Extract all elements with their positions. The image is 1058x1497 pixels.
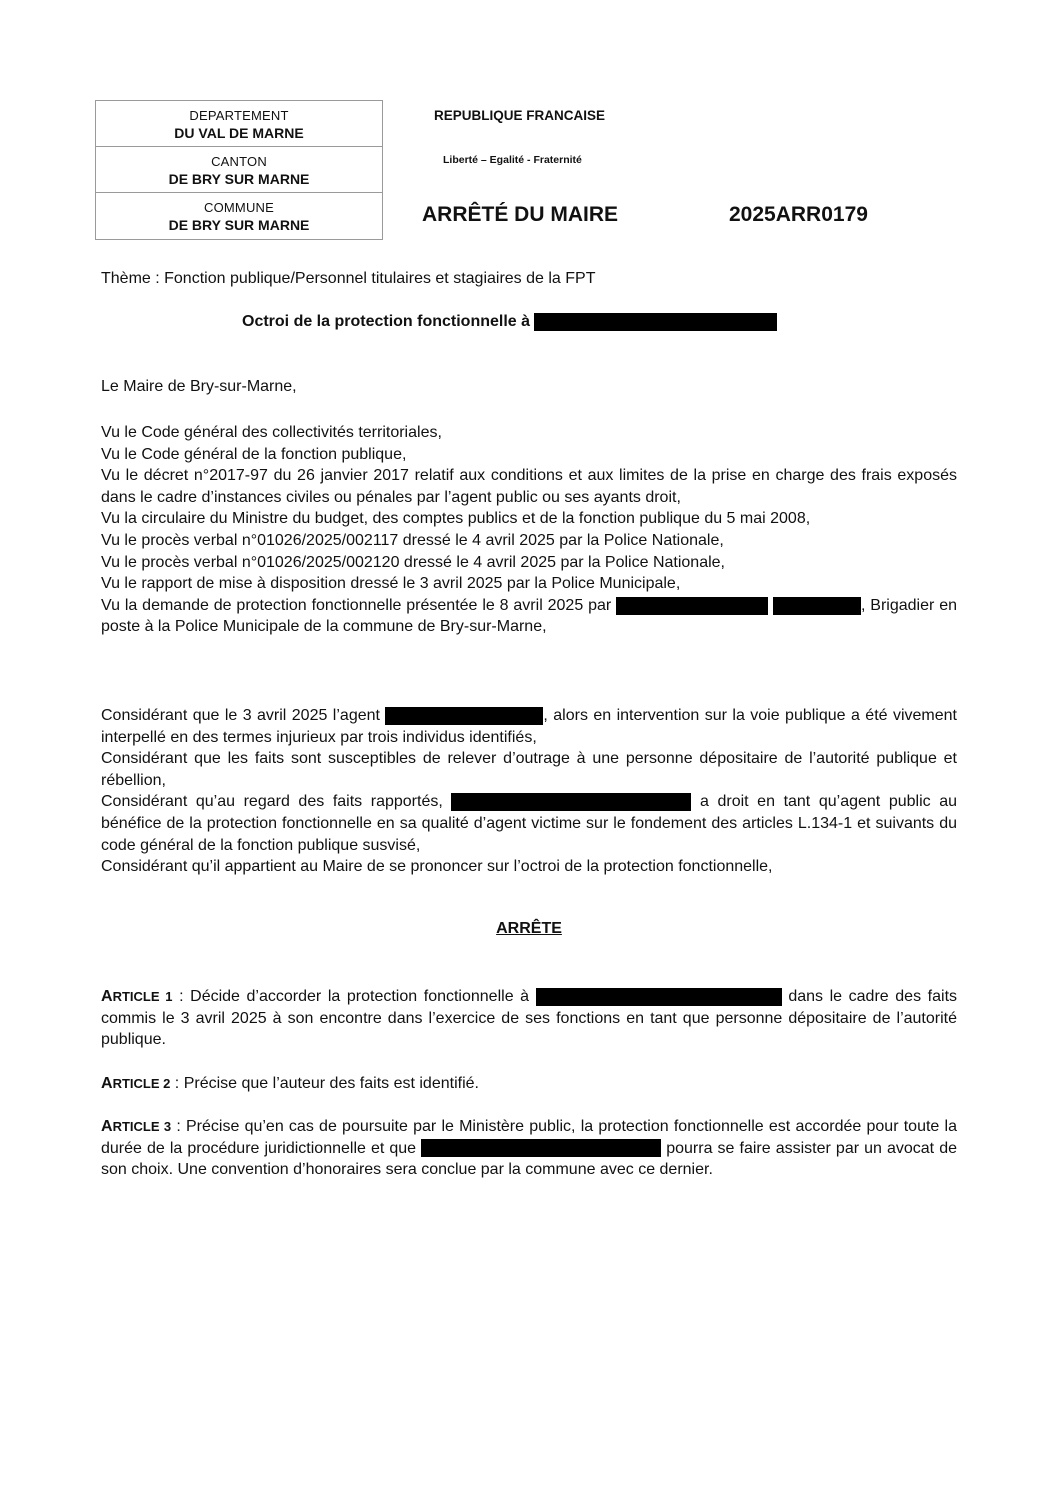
objet-text: Octroi de la protection fonctionnelle à	[242, 313, 531, 331]
commune-value: DE BRY SUR MARNE	[168, 217, 310, 233]
article-2-text	[101, 1073, 957, 1095]
considerant-item: Considérant que les faits sont susceptibles de relever d’outrage à une personne dépositaire de l’autorité publique et rébellion,	[101, 750, 957, 789]
article-1-label	[101, 989, 173, 1004]
theme-line: Thème : Fonction publique/Personnel titulaires et stagiaires de la FPT	[101, 270, 596, 287]
considerant-text: Considérant qu’au regard des faits rapportés,	[101, 793, 443, 811]
departement-value: DU VAL DE MARNE	[174, 125, 304, 141]
arrete-number: 2025ARR0179	[729, 203, 868, 226]
article-3-after: pourra se faire assister par un avocat de son choix. Une convention d’honoraires sera conclue par la commune avec ce dernier.	[101, 1139, 957, 1179]
vu-item: Vu le Code général des collectivités territoriales,	[101, 424, 442, 441]
redacted-name	[616, 597, 768, 615]
visas-block	[101, 422, 957, 638]
vu-item: Vu le procès verbal n°01026/2025/002120 dressé le 4 avril 2025 par la Police Nationale,	[101, 553, 725, 571]
redacted-name	[421, 1139, 661, 1157]
arrete-heading	[0, 920, 1058, 938]
document-title: ARRÊTÉ DU MAIRE	[422, 203, 619, 226]
considerant-text: , alors en intervention sur la voie publique a été vivement interpellé en des termes injurieux par trois individus identifiés,	[101, 707, 958, 746]
commune-cell	[96, 193, 382, 239]
maire-line: Le Maire de Bry-sur-Marne,	[101, 378, 297, 395]
vu-demande	[101, 595, 957, 638]
article-label-rest: RTICLE 3	[112, 1119, 172, 1134]
redacted-name	[451, 793, 691, 811]
considerant-text: Considérant que le 3 avril 2025 l’agent	[101, 707, 380, 724]
article-3	[101, 1116, 957, 1181]
article-label-initial: A	[101, 1118, 113, 1135]
arrete-heading-text: ARRÊTE	[496, 920, 562, 937]
republique-heading: REPUBLIQUE FRANCAISE	[434, 108, 606, 123]
article-3-text	[101, 1116, 957, 1181]
redacted-name	[536, 988, 782, 1006]
article-label-initial: A	[101, 988, 113, 1005]
administrative-header-box	[95, 100, 383, 240]
canton-value: DE BRY SUR MARNE	[168, 171, 310, 187]
redacted-name	[385, 707, 543, 725]
vu-demande-after: , Brigadier en poste à la Police Municipale de la commune de Bry-sur-Marne,	[101, 596, 957, 636]
article-1-text	[101, 986, 957, 1051]
considerant-text: a droit en tant qu’agent public au bénéfice de la protection fonctionnelle en sa qualité d’agent victime sur le fondement des articles L.134-1 et suivants du code général de la fonction publique susvisé,	[101, 793, 958, 854]
canton-cell	[96, 147, 382, 193]
vu-item: Vu la circulaire du Ministre du budget, des comptes publics et de la fonction publique du 5 mai 2008,	[101, 510, 811, 528]
vu-demande-before: Vu la demande de protection fonctionnelle présentée le 8 avril 2025 par	[101, 596, 612, 614]
vu-item: Vu le Code général de la fonction publique,	[101, 445, 407, 463]
article-2	[101, 1073, 957, 1095]
article-2-label	[101, 1076, 170, 1091]
article-1-after: dans le cadre des faits commis le 3 avril 2025 à son encontre dans l’exercice de ses fonctions en tant que personne dépositaire de l’autorité publique.	[101, 988, 958, 1049]
article-1-before: : Décide d’accorder la protection fonctionnelle à	[172, 988, 530, 1005]
vu-item: Vu le procès verbal n°01026/2025/002117 dressé le 4 avril 2025 par la Police Nationale,	[101, 531, 724, 549]
redacted-name	[773, 597, 861, 615]
article-2-body: : Précise que l’auteur des faits est identifié.	[170, 1075, 479, 1092]
devise: Liberté – Egalité - Fraternité	[443, 154, 582, 166]
objet-line	[242, 313, 777, 331]
article-label-rest: RTICLE 1	[112, 989, 173, 1004]
canton-label: CANTON	[211, 154, 267, 169]
considerant-item: Considérant qu’il appartient au Maire de se prononcer sur l’octroi de la protection fonctionnelle,	[101, 858, 773, 876]
redacted-name	[534, 313, 777, 331]
vu-item: Vu le décret n°2017-97 du 26 janvier 2017 relatif aux conditions et aux limites de la prise en charge des frais exposés dans le cadre d’instances civiles ou pénales par l’agent public ou ses ayants droit,	[101, 467, 957, 506]
considerant-item	[101, 705, 957, 748]
departement-label: DEPARTEMENT	[189, 108, 289, 123]
considerant-item	[101, 791, 957, 856]
departement-cell	[96, 101, 382, 147]
article-label-initial: A	[101, 1075, 113, 1092]
commune-label: COMMUNE	[203, 200, 274, 215]
article-3-label	[101, 1119, 171, 1134]
considerants-block	[101, 705, 957, 878]
article-3-before: : Précise qu’en cas de poursuite par le Ministère public, la protection fonctionnelle est accordée pour toute la durée de la procédure juridictionnelle et que	[101, 1118, 957, 1157]
article-label-rest: RTICLE 2	[112, 1076, 171, 1091]
vu-item: Vu le rapport de mise à disposition dressé le 3 avril 2025 par la Police Municipale,	[101, 575, 681, 593]
article-1	[101, 986, 957, 1051]
